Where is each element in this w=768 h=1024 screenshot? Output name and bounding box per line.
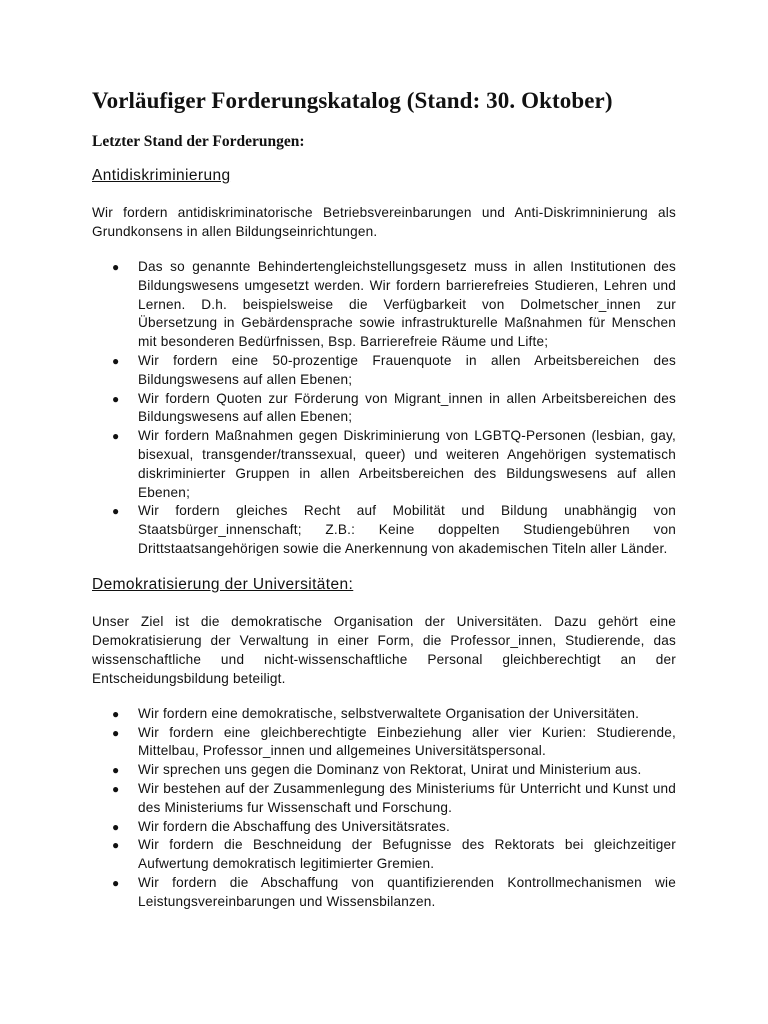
bullet-icon: ●: [112, 725, 120, 740]
list-item: [92, 874, 676, 912]
bullet-icon: ●: [112, 838, 120, 853]
bullet-icon: ●: [112, 781, 120, 796]
list-item: [92, 502, 676, 558]
list-item-text: Das so genannte Behindertengleichstellungsgesetz muss in allen Institutionen des Bildungswesens umgesetzt werden. Wir fordern barrierefreies Studieren, Lehren und Lernen. D.h. beispielsweise die Verfügbarkeit von Dolmetscher_innen zur Übersetzung in Gebärdensprache sowie infrastrukturelle Maßnahmen für Menschen mit besonderen Bedürfnissen, Bsp. Barrierefreie Räume und Lifte;: [138, 259, 676, 350]
list-item-text: Wir fordern gleiches Recht auf Mobilität und Bildung unabhängig von Staatsbürger_innenschaft; Z.B.: Keine doppelten Studiengebühren von Drittstaatsangehörigen sowie die Anerkennung von akademischen Titeln aller Länder.: [138, 503, 676, 556]
bullet-icon: ●: [112, 763, 120, 778]
list-item: [92, 836, 676, 874]
bullet-list-antidiskriminierung: [92, 258, 676, 559]
section-intro-demokratisierung: Unser Ziel ist die demokratische Organisation der Universitäten. Dazu gehört eine Demokratisierung der Verwaltung in einer Form, die Professor_innen, Studierende, das wissenschaftliche und nicht-wissenschaftliche Personal gleichberechtigt an der Entscheidungsbildung beteiligt.: [92, 613, 676, 686]
list-item-text: Wir fordern eine demokratische, selbstverwaltete Organisation der Universitäten.: [138, 705, 640, 721]
section-heading-demokratisierung: Demokratisierung der Universitäten:: [92, 575, 354, 593]
bullet-icon: ●: [112, 353, 120, 368]
list-item-text: Wir fordern eine 50-prozentige Frauenquote in allen Arbeitsbereichen des Bildungswesens auf allen Ebenen;: [138, 352, 676, 387]
list-item: [92, 724, 676, 762]
list-item-text: Wir sprechen uns gegen die Dominanz von Rektorat, Unirat und Ministerium aus.: [138, 762, 642, 778]
list-item: [92, 352, 676, 390]
section-heading-antidiskriminierung: Antidiskriminierung: [92, 167, 231, 184]
list-item-text: Wir fordern die Abschaffung des Universitätsrates.: [138, 818, 450, 834]
document-title: Vorläufiger Forderungskatalog (Stand: 30. Oktober): [92, 88, 613, 113]
bullet-icon: ●: [112, 260, 120, 274]
list-item: [92, 818, 676, 837]
list-item-text: Wir fordern Maßnahmen gegen Diskriminierung von LGBTQ-Personen (lesbian, gay, bisexual, transgender/transsexual, queer) und weiteren Angehörigen systematisch diskriminierter Gruppen in allen Arbeitsbereichen des Bildungswesens auf allen Ebenen;: [138, 428, 676, 500]
list-item-text: Wir fordern die Abschaffung von quantifizierenden Kontrollmechanismen wie Leistungsvereinbarungen und Wissensbilanzen.: [138, 874, 676, 909]
bullet-icon: ●: [112, 706, 120, 721]
list-item-text: Wir fordern die Beschneidung der Befugnisse des Rektorats bei gleichzeitiger Aufwertung demokratisch legitimierter Gremien.: [138, 837, 676, 872]
bullet-icon: ●: [112, 875, 120, 890]
list-item: [92, 780, 676, 818]
list-item: [92, 390, 676, 428]
section-intro-antidiskriminierung: Wir fordern antidiskriminatorische Betriebsvereinbarungen und Anti-Diskrimninierung als Grundkonsens in allen Bildungseinrichtungen.: [92, 205, 676, 239]
list-item-text: Wir fordern Quoten zur Förderung von Migrant_innen in allen Arbeitsbereichen des Bildungswesens auf allen Ebenen;: [138, 390, 676, 425]
document-subtitle: Letzter Stand der Forderungen:: [92, 133, 305, 150]
list-item: [92, 258, 676, 352]
bullet-icon: ●: [112, 391, 120, 406]
list-item-text: Wir bestehen auf der Zusammenlegung des Ministeriums für Unterricht und Kunst und des Ministeriums fur Wissenschaft und Forschung.: [138, 780, 676, 815]
bullet-list-demokratisierung: [92, 705, 676, 912]
bullet-icon: ●: [112, 819, 120, 834]
list-item: [92, 761, 676, 780]
bullet-icon: ●: [112, 429, 120, 444]
list-item: [92, 705, 676, 724]
list-item: [92, 427, 676, 502]
list-item-text: Wir fordern eine gleichberechtigte Einbeziehung aller vier Kurien: Studierende, Mittelbau, Professor_innen und allgemeines Universitätspersonal.: [138, 724, 676, 759]
bullet-icon: ●: [112, 504, 120, 519]
